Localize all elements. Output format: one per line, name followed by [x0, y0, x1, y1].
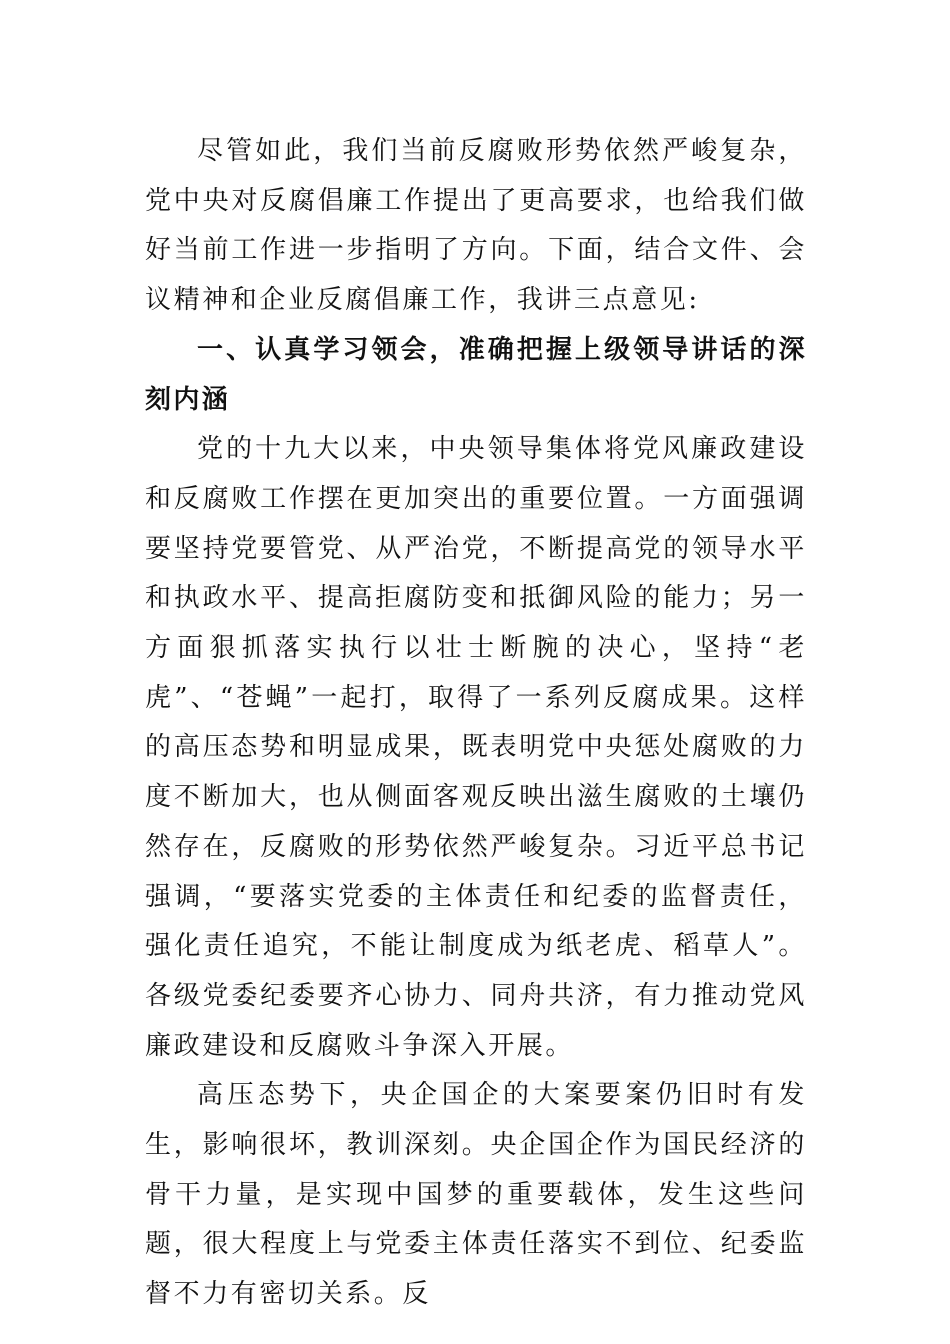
document-body	[145, 127, 807, 1320]
paragraph-section-1-continued: 高压态势下，央企国企的大案要案仍旧时有发生，影响很坏，教训深刻。央企国企作为国民经济的骨干力量，是实现中国梦的重要载体，发生这些问题，很大程度上与党委主体责任落实不到位、纪委监督不力有密切关系。反	[145, 1080, 807, 1310]
section-heading-1: 一、认真学习领会，准确把握上级领导讲话的深刻内涵	[145, 334, 807, 415]
paragraph-intro: 尽管如此，我们当前反腐败形势依然严峻复杂，党中央对反腐倡廉工作提出了更高要求，也给我们做好当前工作进一步指明了方向。下面，结合文件、会议精神和企业反腐倡廉工作，我讲三点意见:	[145, 136, 807, 316]
paragraph-section-1-body: 党的十九大以来，中央领导集体将党风廉政建设和反腐败工作摆在更加突出的重要位置。一方面强调要坚持党要管党、从严治党，不断提高党的领导水平和执政水平、提高拒腐防变和抵御风险的能力；另一方面狠抓落实执行以壮士断腕的决心，坚持“老虎”、“苍蝇”一起打，取得了一系列反腐成果。这样的高压态势和明显成果，既表明党中央惩处腐败的力度不断加大，也从侧面客观反映出滋生腐败的土壤仍然存在，反腐败的形势依然严峻复杂。习近平总书记强调，“要落实党委的主体责任和纪委的监督责任，强化责任追究，不能让制度成为纸老虎、稻草人”。各级党委纪委要齐心协力、同舟共济，有力推动党风廉政建设和反腐败斗争深入开展。	[145, 434, 807, 1061]
